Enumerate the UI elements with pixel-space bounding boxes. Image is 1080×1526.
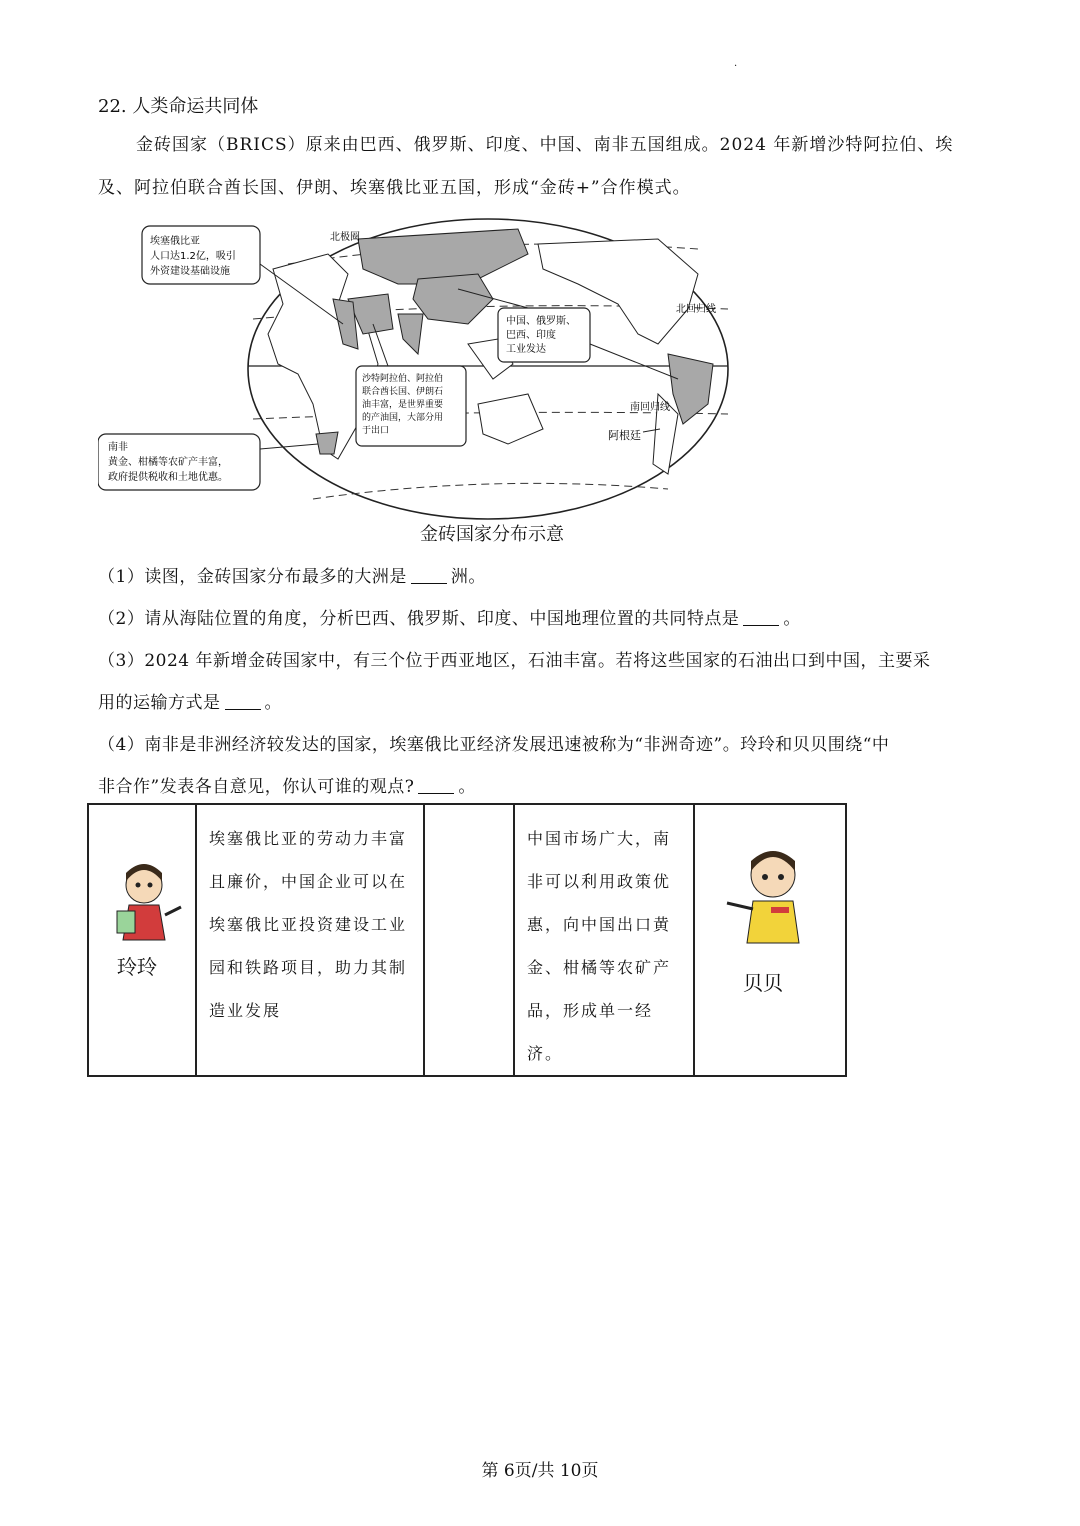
- callout-middle-east-line1: 沙特阿拉伯、阿拉伯: [362, 374, 444, 384]
- lingling-name: 玲玲: [117, 955, 157, 979]
- map-caption: 金砖国家分布示意: [420, 524, 564, 545]
- callout-south-africa-line2: 黄金、柑橘等农矿产丰富，: [108, 457, 228, 468]
- subquestion-3-text: 用的运输方式是: [98, 693, 221, 713]
- callout-big-four-line3: 工业发达: [506, 344, 546, 355]
- beibei-cell: [694, 804, 846, 1076]
- question-intro: 金砖国家（BRICS）原来由巴西、俄罗斯、印度、中国、南非五国组成。2024 年新增沙特阿拉伯、埃及、阿拉伯联合酋长国、伊朗、埃塞俄比亚五国，形成“金砖+”合作模式。: [98, 135, 954, 198]
- subquestion-4-text: 非合作”发表各自意见，你认可谁的观点?: [98, 777, 415, 797]
- callout-big-four-line2: 巴西、印度: [506, 330, 556, 341]
- answer-blank-4[interactable]: [418, 777, 454, 794]
- callout-ethiopia-line2: 人口达1.2亿，吸引: [150, 251, 236, 262]
- callout-middle-east-line3: 油丰富，是世界重要: [362, 400, 444, 410]
- subquestion-4-line1: （4）南非是非洲经济较发达的国家，埃塞俄比亚经济发展迅速被称为“非洲奇迹”。玲玲和贝贝围绕“中: [98, 735, 890, 755]
- empty-middle-cell: [424, 804, 514, 1076]
- page-footer: 第 6页/共 10页: [481, 1461, 599, 1481]
- arctic-circle-label: 北极圈: [330, 232, 360, 243]
- subquestion-1: [98, 562, 486, 587]
- scan-dot: .: [734, 58, 738, 69]
- beibei-opinion-text: 中国市场广大，南非可以利用政策优惠，向中国出口黄金、柑橘等农矿产品，形成单一经济。: [527, 829, 672, 1063]
- callout-ethiopia-line1: 埃塞俄比亚: [150, 236, 200, 247]
- beibei-opinion-cell: [514, 804, 694, 1076]
- brics-map-figure: [98, 214, 758, 524]
- callout-ethiopia-line3: 外资建设基础设施: [150, 266, 230, 277]
- beibei-name: 贝贝: [743, 971, 783, 995]
- lingling-opinion-text: 埃塞俄比亚的劳动力丰富且廉价，中国企业可以在埃塞俄比亚投资建设工业园和铁路项目，助力其制造业发展: [209, 829, 408, 1020]
- callout-south-africa-line3: 政府提供税收和土地优惠。: [108, 472, 228, 483]
- callout-middle-east-line2: 联合酋长国、伊朗石: [362, 387, 444, 397]
- opinion-table: [87, 803, 847, 1077]
- callout-south-africa-line1: 南非: [108, 442, 128, 453]
- tropic-capricorn-label: 南回归线: [630, 402, 670, 413]
- callout-big-four-line1: 中国、俄罗斯、: [506, 316, 576, 327]
- answer-blank-2[interactable]: [743, 609, 779, 626]
- subquestion-1-suffix: 洲。: [450, 567, 486, 587]
- subquestion-1-text: （1）读图，金砖国家分布最多的大洲是: [98, 567, 407, 587]
- subquestion-2-text: （2）请从海陆位置的角度，分析巴西、俄罗斯、印度、中国地理位置的共同特点是: [98, 609, 740, 629]
- subquestion-3-suffix: 。: [264, 693, 282, 713]
- callout-middle-east-line5: 于出口: [362, 426, 390, 436]
- callout-middle-east-line4: 的产油国，大部分用: [362, 413, 444, 423]
- subquestion-3-line1: （3）2024 年新增金砖国家中，有三个位于西亚地区，石油丰富。若将这些国家的石油出口到中国，主要采: [98, 651, 931, 671]
- answer-blank-1[interactable]: [411, 567, 447, 584]
- world-map: [98, 214, 758, 524]
- subquestion-4-suffix: 。: [458, 777, 476, 797]
- subquestion-2: [98, 604, 801, 629]
- answer-blank-3[interactable]: [225, 693, 261, 710]
- tropic-cancer-label: 北回归线: [676, 304, 716, 315]
- south-africa-shaded: [316, 432, 338, 454]
- subquestion-2-suffix: 。: [783, 609, 801, 629]
- lingling-cell: [88, 804, 196, 1076]
- lingling-avatar-icon: [99, 855, 189, 965]
- argentina-label: 阿根廷: [608, 429, 641, 442]
- subquestion-4-line2: [98, 772, 476, 797]
- lingling-opinion-cell: [196, 804, 424, 1076]
- question-title: 22. 人类命运共同体: [98, 96, 259, 117]
- subquestion-3-line2: [98, 688, 282, 713]
- beibei-avatar-icon: [713, 843, 823, 963]
